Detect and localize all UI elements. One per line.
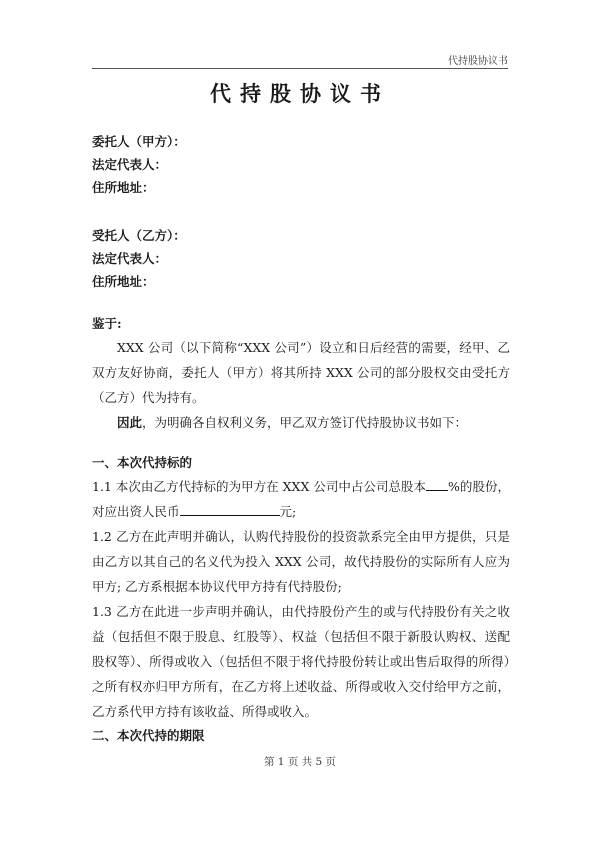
document-body	[92, 130, 510, 747]
capital-amount-blank	[180, 503, 280, 516]
therefore-lead: 因此	[117, 415, 143, 430]
page-footer: 第 1 页 共 5 页	[263, 756, 337, 768]
section-1-heading: 一、本次代持标的	[92, 455, 193, 470]
party-b-legal-rep-label: 法定代表人：	[92, 251, 168, 266]
share-percent-blank	[426, 478, 448, 491]
header-divider	[92, 68, 508, 69]
section-2-heading: 二、本次代持的期限	[92, 728, 205, 743]
clause-1-1-part2: %的股份，对应出资人民币	[92, 479, 510, 519]
therefore-paragraph	[92, 410, 510, 435]
recitals-paragraph: XXX 公司（以下简称“XXX 公司”）设立和日后经营的需要，经甲、乙双方友好协商，委托人（甲方）将其所持 XXX 公司的部分股权交由受托方（乙方）代为持有。	[92, 340, 510, 405]
party-a-address-label: 住所地址：	[92, 180, 155, 195]
clause-1-1-part1: 1.1 本次由乙方代持标的为甲方在 XXX 公司中占公司总股本	[92, 479, 427, 494]
clause-1-3: 1.3 乙方在此进一步声明并确认，由代持股份产生的或与代持股份有关之收益（包括但不限于股息、红股等）、权益（包括但不限于新股认购权、送配股权等）、所得或收入（包括但不限于将代持股份转让或出售后取得的所得）之所有权亦归甲方所有，在乙方将上述收益、所得或收入交付给甲方之前，乙方系代甲方持有该收益、所得或收入。	[92, 604, 510, 719]
clause-1-2: 1.2 乙方在此声明并确认，认购代持股份的投资款系完全由甲方提供，只是由乙方以其自己的名义代为投入 XXX 公司，故代持股份的实际所有人应为甲方; 乙方系根据本协议代甲方持有代持股份;	[92, 529, 510, 594]
agent-label: 受托人（乙方）：	[92, 228, 186, 243]
party-b-address-label: 住所地址：	[92, 274, 155, 289]
document-title: 代持股协议书	[210, 81, 390, 106]
principal-label: 委托人（甲方）：	[92, 134, 186, 149]
clause-1-1-part3: 元;	[279, 504, 297, 519]
clause-1-1	[92, 474, 510, 524]
therefore-rest: ，为明确各自权利义务，甲乙双方签订代持股协议书如下：	[142, 415, 468, 430]
party-b-block	[92, 224, 510, 293]
party-a-legal-rep-label: 法定代表人：	[92, 157, 168, 172]
party-a-block	[92, 130, 510, 199]
recitals-label: 鉴于:	[92, 316, 122, 331]
running-header: 代持股协议书	[448, 56, 508, 67]
